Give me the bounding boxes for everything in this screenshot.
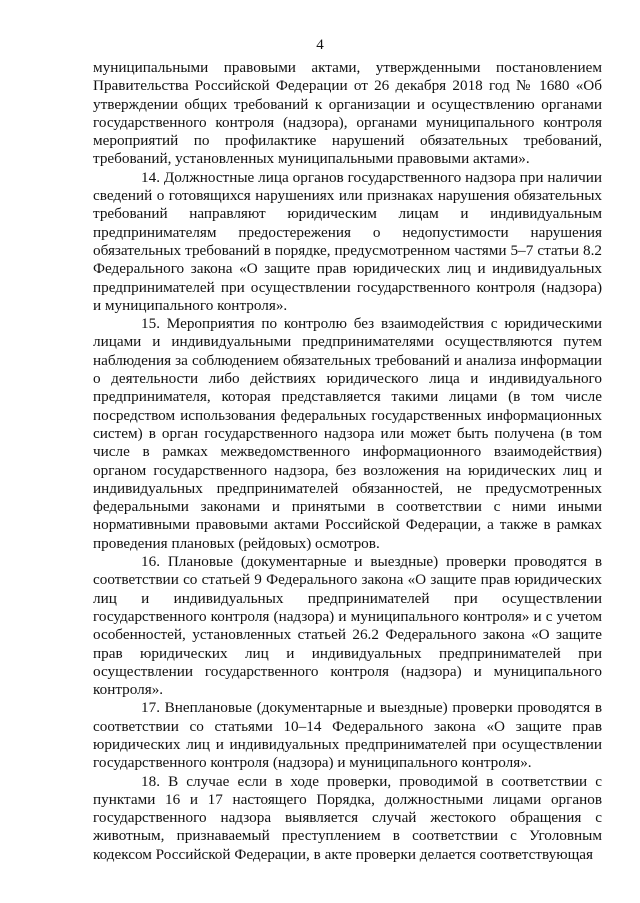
paragraph-16: 16. Плановые (документарные и выездные) проверки проводятся в соответствии со статьей 9 Федерального закона «О защите прав юридических лиц и индивидуальных предпринимателей при осуществлении государственного контроля (надзора) и муниципального контроля» и с учетом особенностей, установленных статьей 26.2 Федерального закона «О защите прав юридических лиц и индивидуальных предпринимателей при осуществлении государственного контроля (надзора) и муниципального контроля». <box>93 553 602 699</box>
paragraph-14: 14. Должностные лица органов государственного надзора при наличии сведений о готовящихся нарушениях или признаках нарушения обязательных требований направляют юридическим лицам и индивидуальным предпринимателям предостережения о недопустимости нарушения обязательных требований в порядке, предусмотренном частями 5–7 статьи 8.2 Федерального закона «О защите прав юридических лиц и индивидуальных предпринимателей при осуществлении государственного контроля (надзора) и муниципального контроля». <box>93 168 602 314</box>
paragraph-15: 15. Мероприятия по контролю без взаимодействия с юридическими лицами и индивидуальными предпринимателями осуществляются путем наблюдения за соблюдением обязательных требований и анализа информации о деятельности либо действиях юридического лица и индивидуального предпринимателя, которая представляется такими лицами (в том числе посредством использования федеральных государственных информационных систем) в орган государственного надзора или может быть получена (в том числе в рамках межведомственного информационного взаимодействия) органом государственного надзора, без возложения на юридических лиц и индивидуальных предпринимателей обязанностей, не предусмотренных федеральными законами и принятыми в соответствии с ними иными нормативными правовыми актами Российской Федерации, а также в рамках проведения плановых (рейдовых) осмотров. <box>93 315 602 552</box>
page-number: 4 <box>316 37 324 53</box>
document-body <box>93 59 602 864</box>
paragraph-17: 17. Внеплановые (документарные и выездные) проверки проводятся в соответствии со статьями 10–14 Федерального закона «О защите прав юридических лиц и индивидуальных предпринимателей при осуществлении государственного контроля (надзора) и муниципального контроля». <box>93 699 602 772</box>
paragraph-continuation: муниципальными правовыми актами, утвержденными постановлением Правительства Российской Федерации от 26 декабря 2018 год № 1680 «Об утверждении общих требований к организации и осуществлению органами государственного контроля (надзора), органами муниципального контроля мероприятий по профилактике нарушений обязательных требований, требований, установленных муниципальными правовыми актами». <box>93 59 602 168</box>
paragraph-18: 18. В случае если в ходе проверки, проводимой в соответствии с пунктами 16 и 17 настоящего Порядка, должностными лицами органов государственного надзора выявляется случай жестокого обращения с животным, признаваемый преступлением в соответствии с Уголовным кодексом Российской Федерации, в акте проверки делается соответствующая <box>93 772 602 863</box>
